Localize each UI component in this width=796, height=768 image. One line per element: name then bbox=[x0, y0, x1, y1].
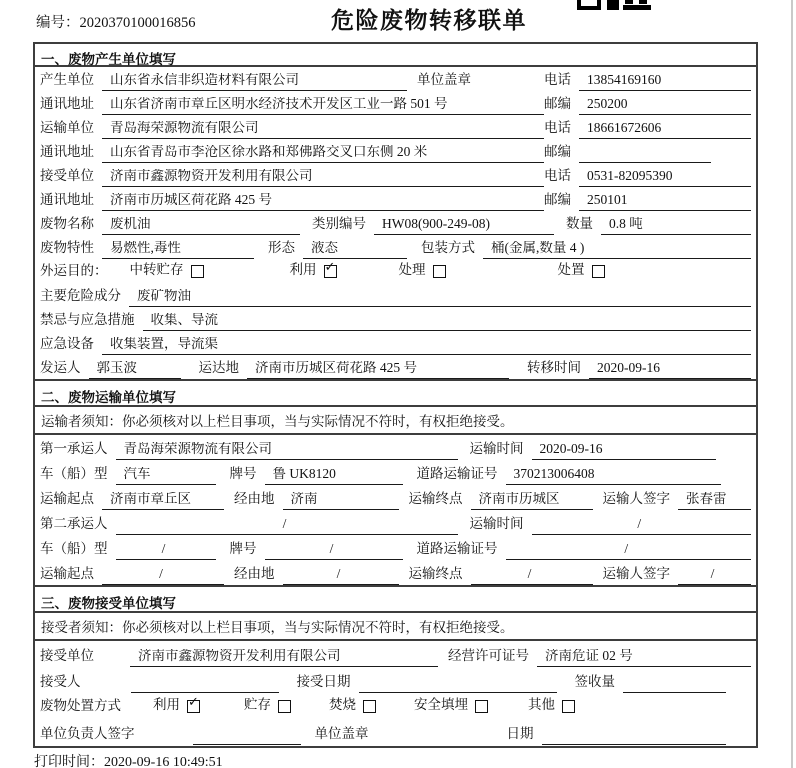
waste-qty-value: 0.8 吨 bbox=[601, 217, 751, 235]
scan-edge-artifact bbox=[791, 0, 793, 768]
print-time-value: 2020-09-16 10:49:51 bbox=[104, 755, 223, 768]
disposal-option-store bbox=[244, 698, 291, 714]
dispatcher-value: 郭玉波 bbox=[89, 361, 181, 379]
second-carrier-label: 第二承运人 bbox=[40, 516, 108, 532]
receiver-phone-label: 电话 bbox=[544, 168, 571, 184]
sign-date-value bbox=[542, 742, 727, 745]
road-permit-value: 370213006408 bbox=[506, 467, 722, 485]
option-label: 利用 bbox=[289, 262, 317, 278]
plate-label: 牌号 bbox=[229, 466, 257, 482]
option-label: 其他 bbox=[528, 697, 555, 713]
vehicle-type-value: 汽车 bbox=[116, 467, 216, 485]
checked-checkbox bbox=[187, 700, 200, 713]
emergency-equipment-value: 收集装置，导流渠 bbox=[102, 337, 751, 355]
route-start-value: 济南市章丘区 bbox=[102, 492, 224, 510]
transporter-phone-value: 18661672606 bbox=[579, 121, 751, 139]
plate2-value: / bbox=[265, 542, 403, 560]
section3-header: 三、废物接受单位填写 bbox=[35, 585, 756, 613]
manifest-form bbox=[33, 42, 758, 748]
transporter-zip-label: 邮编 bbox=[544, 144, 571, 160]
route-end-value: 济南市历城区 bbox=[471, 492, 593, 510]
first-carrier-value: 青岛海荣源物流有限公司 bbox=[116, 442, 458, 460]
road-permit-label: 道路运输证号 bbox=[416, 466, 498, 482]
waste-qty-label: 数量 bbox=[566, 216, 593, 232]
responsible-sign-value bbox=[193, 742, 301, 745]
purpose-option-treat bbox=[399, 263, 446, 279]
waste-name-value: 废机油 bbox=[102, 217, 300, 235]
receiver-unit-label: 接受单位 bbox=[40, 168, 94, 184]
emergency-measures-value: 收集、导流 bbox=[143, 313, 752, 331]
transport-time2-value: / bbox=[532, 517, 752, 535]
producer-zip-label: 邮编 bbox=[544, 96, 571, 112]
disposal-option-incinerate bbox=[329, 698, 376, 714]
transfer-purpose-row bbox=[35, 259, 756, 283]
destination-label: 运达地 bbox=[198, 360, 239, 376]
serial-value: 2020370100016856 bbox=[79, 15, 196, 31]
transfer-time-value: 2020-09-16 bbox=[589, 361, 751, 379]
empty-checkbox bbox=[278, 700, 291, 713]
producer-address-value: 山东省济南市章丘区明水经济技术开发区工业一路 501 号 bbox=[102, 97, 544, 115]
route2-end-label: 运输终点 bbox=[408, 566, 463, 582]
option-label: 安全填埋 bbox=[414, 697, 468, 713]
vehicle-type-label: 车（船）型 bbox=[40, 466, 108, 482]
hazard-components-value: 废矿物油 bbox=[129, 289, 751, 307]
accept-unit-row bbox=[35, 641, 756, 667]
transport-time2-label: 运输时间 bbox=[469, 516, 524, 532]
receiver-address-row bbox=[35, 187, 756, 211]
hazard-components-row bbox=[35, 283, 756, 307]
transporter-unit-row bbox=[35, 115, 756, 139]
second-carrier-row bbox=[35, 510, 756, 535]
responsible-sign-row bbox=[35, 719, 756, 745]
receiver-phone-value: 0531-82095390 bbox=[579, 169, 751, 187]
unit-seal-label: 单位盖章 bbox=[417, 72, 471, 88]
accept-unit-label: 接受单位 bbox=[40, 648, 94, 664]
option-label: 贮存 bbox=[244, 697, 271, 713]
producer-unit-value: 山东省永信非织造材料有限公司 bbox=[102, 73, 407, 91]
receiver-zip-value: 250101 bbox=[579, 193, 751, 211]
responsible-sign-label: 单位负责人签字 bbox=[40, 726, 135, 742]
waste-props-label: 废物特性 bbox=[40, 240, 94, 256]
waste-code-value: HW08(900-249-08) bbox=[374, 217, 554, 235]
transporter-address-label: 通讯地址 bbox=[40, 144, 94, 160]
purpose-option-transfer-storage bbox=[130, 263, 204, 279]
transporter-phone-label: 电话 bbox=[544, 120, 571, 136]
empty-checkbox bbox=[363, 700, 376, 713]
transfer-time-label: 转移时间 bbox=[527, 360, 581, 376]
unit-seal2-label: 单位盖章 bbox=[314, 726, 369, 742]
dispatcher-label: 发运人 bbox=[40, 360, 81, 376]
emergency-equipment-label: 应急设备 bbox=[40, 336, 94, 352]
empty-checkbox bbox=[191, 265, 204, 278]
emergency-equipment-row bbox=[35, 331, 756, 355]
disposal-option-utilize bbox=[153, 698, 200, 714]
receiver-address-label: 通讯地址 bbox=[40, 192, 94, 208]
route-via-label: 经由地 bbox=[234, 491, 275, 507]
license-value: 济南危证 02 号 bbox=[537, 649, 751, 667]
producer-zip-value: 250200 bbox=[579, 97, 751, 115]
transporter-address-value: 山东省青岛市李沧区徐水路和郑佛路交叉口东侧 20 米 bbox=[102, 145, 544, 163]
disposal-option-other bbox=[528, 698, 575, 714]
option-label: 中转贮存 bbox=[129, 262, 184, 278]
route-start-label: 运输起点 bbox=[40, 491, 94, 507]
checked-checkbox bbox=[324, 265, 337, 278]
transport-time-value: 2020-09-16 bbox=[532, 442, 717, 460]
producer-unit-label: 产生单位 bbox=[40, 72, 94, 88]
producer-unit-row bbox=[35, 67, 756, 91]
accept-person-row bbox=[35, 667, 756, 693]
dispatch-row bbox=[35, 355, 756, 379]
transporter-address-row bbox=[35, 139, 756, 163]
page-title: 危险废物转移联单 bbox=[331, 7, 527, 33]
receiver-address-value: 济南市历城区荷花路 425 号 bbox=[102, 193, 544, 211]
section1-header: 一、废物产生单位填写 bbox=[35, 44, 756, 67]
receiver-unit-row bbox=[35, 163, 756, 187]
second-carrier-value: / bbox=[116, 517, 458, 535]
route-via-value: 济南 bbox=[283, 492, 399, 510]
transfer-purpose-label: 外运目的： bbox=[40, 262, 108, 278]
disposal-method-label: 废物处置方式 bbox=[40, 697, 121, 713]
producer-address-row bbox=[35, 91, 756, 115]
packing-label: 包装方式 bbox=[421, 240, 475, 256]
plate2-label: 牌号 bbox=[229, 541, 257, 557]
qr-code-fragment bbox=[577, 0, 651, 10]
print-time-label: 打印时间： bbox=[34, 755, 104, 768]
purpose-option-dispose bbox=[558, 263, 605, 279]
waste-form-label: 形态 bbox=[268, 240, 295, 256]
first-carrier-label: 第一承运人 bbox=[40, 441, 108, 457]
route2-start-label: 运输起点 bbox=[40, 566, 94, 582]
waste-name-label: 废物名称 bbox=[40, 216, 94, 232]
accept-date-label: 接受日期 bbox=[296, 674, 351, 690]
option-label: 处置 bbox=[557, 262, 585, 278]
carrier-sign-value: 张春雷 bbox=[678, 492, 751, 510]
route-end-label: 运输终点 bbox=[408, 491, 463, 507]
route1-row bbox=[35, 485, 756, 510]
producer-address-label: 通讯地址 bbox=[40, 96, 94, 112]
license-label: 经营许可证号 bbox=[448, 648, 529, 664]
destination-value: 济南市历城区荷花路 425 号 bbox=[247, 361, 509, 379]
waste-props-row bbox=[35, 235, 756, 259]
vehicle2-row bbox=[35, 535, 756, 560]
print-time bbox=[34, 751, 223, 768]
waste-props-value: 易燃性,毒性 bbox=[102, 241, 254, 259]
vehicle1-row bbox=[35, 460, 756, 485]
empty-checkbox bbox=[592, 265, 605, 278]
route2-start-value: / bbox=[102, 567, 224, 585]
transport-time-label: 运输时间 bbox=[469, 441, 524, 457]
option-label: 利用 bbox=[153, 697, 180, 713]
packing-value: 桶(金属,数量 4 ) bbox=[483, 241, 751, 259]
sign-date-label: 日期 bbox=[506, 726, 534, 742]
accept-person-label: 接受人 bbox=[40, 674, 81, 690]
receiver-unit-value: 济南市鑫源物资开发利用有限公司 bbox=[102, 169, 544, 187]
route2-via-label: 经由地 bbox=[234, 566, 275, 582]
route2-end-value: / bbox=[471, 567, 593, 585]
carrier2-sign-label: 运输人签字 bbox=[602, 566, 670, 582]
route2-row bbox=[35, 560, 756, 585]
option-label: 处理 bbox=[398, 262, 426, 278]
plate-value: 鲁 UK8120 bbox=[265, 467, 403, 485]
carrier2-sign-value: / bbox=[678, 567, 751, 585]
receiver-zip-label: 邮编 bbox=[544, 192, 571, 208]
emergency-measures-row bbox=[35, 307, 756, 331]
empty-checkbox bbox=[562, 700, 575, 713]
accept-unit-value: 济南市鑫源物资开发利用有限公司 bbox=[130, 649, 438, 667]
disposal-method-row bbox=[35, 693, 756, 719]
waste-code-label: 类别编号 bbox=[312, 216, 366, 232]
vehicle-type2-label: 车（船）型 bbox=[40, 541, 108, 557]
receiver-notice: 接受者须知：你必须核对以上栏目事项，当与实际情况不符时，有权拒绝接受。 bbox=[35, 613, 756, 641]
purpose-option-utilize bbox=[290, 263, 337, 279]
waste-name-row bbox=[35, 211, 756, 235]
serial-number bbox=[36, 11, 196, 32]
emergency-measures-label: 禁忌与应急措施 bbox=[40, 312, 135, 328]
section2-header: 二、废物运输单位填写 bbox=[35, 379, 756, 407]
transporter-unit-value: 青岛海荣源物流有限公司 bbox=[102, 121, 544, 139]
option-label: 焚烧 bbox=[329, 697, 356, 713]
transporter-unit-label: 运输单位 bbox=[40, 120, 94, 136]
hazard-components-label: 主要危险成分 bbox=[40, 288, 121, 304]
empty-checkbox bbox=[475, 700, 488, 713]
empty-checkbox bbox=[433, 265, 446, 278]
serial-label: 编号： bbox=[36, 15, 80, 31]
carrier-sign-label: 运输人签字 bbox=[602, 491, 670, 507]
transporter-notice: 运输者须知：你必须核对以上栏目事项，当与实际情况不符时，有权拒绝接受。 bbox=[35, 407, 756, 435]
route2-via-value: / bbox=[283, 567, 399, 585]
first-carrier-row bbox=[35, 435, 756, 460]
producer-phone-value: 13854169160 bbox=[579, 73, 751, 91]
producer-phone-label: 电话 bbox=[544, 72, 571, 88]
road-permit2-value: / bbox=[506, 542, 752, 560]
waste-form-value: 液态 bbox=[303, 241, 407, 259]
vehicle-type2-value: / bbox=[116, 542, 216, 560]
road-permit2-label: 道路运输证号 bbox=[416, 541, 498, 557]
disposal-option-landfill bbox=[414, 698, 488, 714]
signed-qty-label: 签收量 bbox=[574, 674, 615, 690]
